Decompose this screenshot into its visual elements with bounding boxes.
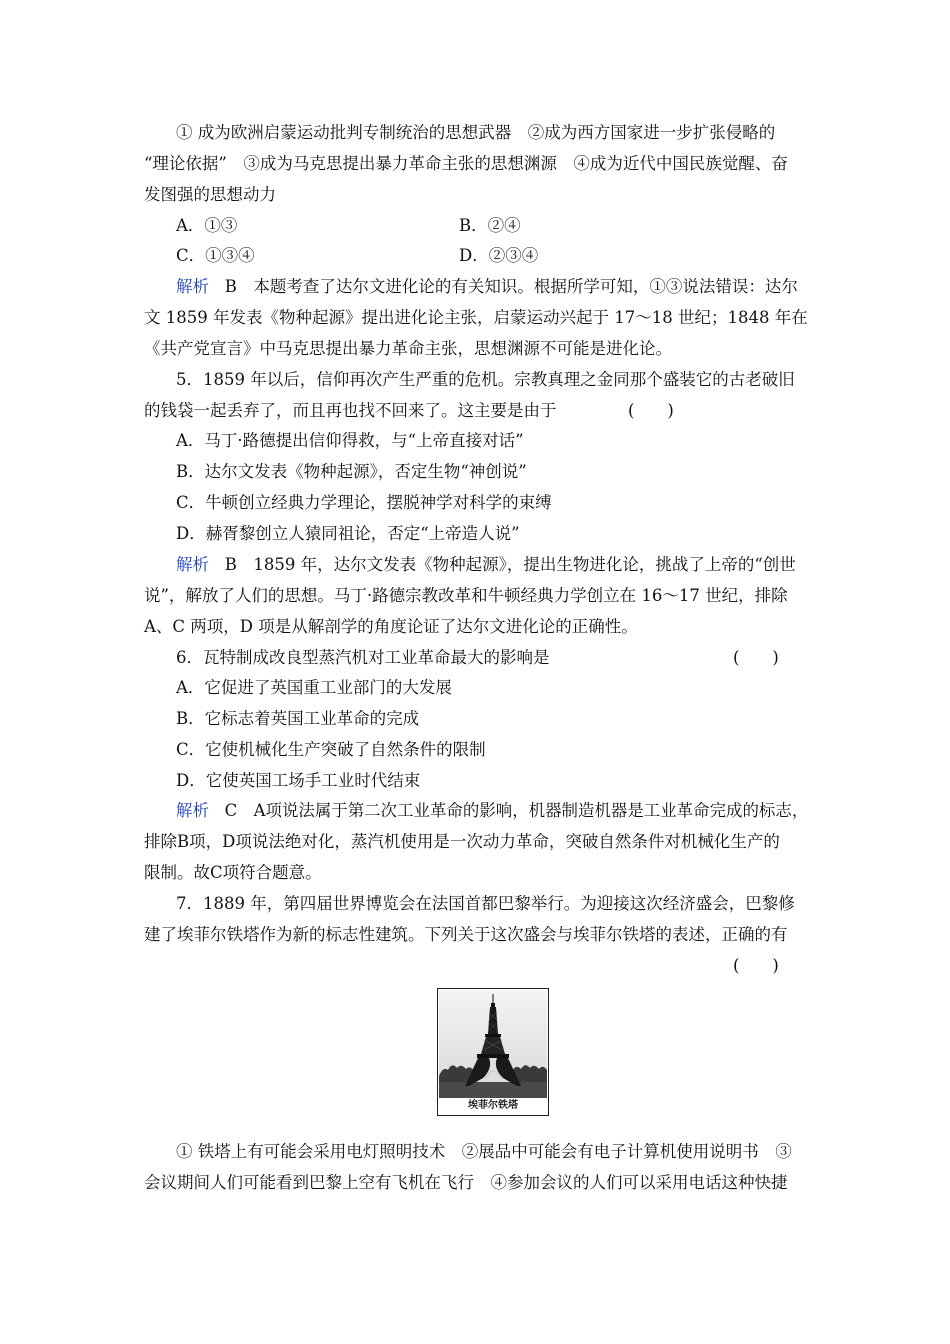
- q6-analysis-label: 解析: [176, 801, 209, 820]
- q6-option-c: C．它使机械化生产突破了自然条件的限制: [176, 740, 486, 759]
- q6-analysis-text-1: C A项说法属于第二次工业革命的影响，机器制造机器是工业革命完成的标志，: [224, 801, 809, 820]
- eiffel-tower-image: [439, 990, 547, 1098]
- q4-analysis-line-2: 文 1859 年发表《物种起源》提出进化论主张，启蒙运动兴起于 17～18 世纪；1848 年在: [144, 308, 808, 327]
- q6-stem: 6．瓦特制成改良型蒸汽机对工业革命最大的影响是: [176, 648, 550, 667]
- q4-stem-line-1: ① 成为欧洲启蒙运动批判专制统治的思想武器 ②成为西方国家进一步扩张侵略的: [176, 123, 776, 142]
- q5-stem-line-2: 的钱袋一起丢弃了，而且再也找不回来了。这主要是由于: [144, 401, 557, 420]
- figure-caption: 埃菲尔铁塔: [468, 1100, 518, 1111]
- q6-analysis-line-1: [176, 800, 808, 822]
- q5-option-b: B．达尔文发表《物种起源》，否定生物“神创说”: [176, 462, 527, 481]
- q5-analysis-text-1: B 1859 年，达尔文发表《物种起源》，提出生物进化论，挑战了上帝的“创世: [224, 555, 796, 574]
- q5-analysis-line-2: 说”，解放了人们的思想。马丁·路德宗教改革和牛顿经典力学创立在 16～17 世纪，排除: [144, 586, 788, 605]
- q6-option-b: B．它标志着英国工业革命的完成: [176, 709, 420, 728]
- q4-analysis-label: 解析: [176, 277, 209, 296]
- q4-option-a: A．①③: [176, 216, 238, 235]
- q6-analysis-line-3: 限制。故C项符合题意。: [144, 863, 322, 882]
- q4-analysis-line-3: 《共产党宣言》中马克思提出暴力革命主张，思想渊源不可能是进化论。: [144, 339, 672, 358]
- eiffel-tower-figure: [437, 988, 549, 1116]
- q6-analysis-line-2: 排除B项，D项说法绝对化，蒸汽机使用是一次动力革命，突破自然条件对机械化生产的: [144, 832, 780, 851]
- q6-answer-blank: ( ): [733, 648, 779, 667]
- q7-items-line-2: 会议期间人们可能看到巴黎上空有飞机在飞行 ④参加会议的人们可以采用电话这种快捷: [144, 1173, 788, 1192]
- q5-option-a: A．马丁·路德提出信仰得救，与“上帝直接对话”: [176, 431, 524, 450]
- q7-answer-blank: ( ): [733, 956, 779, 975]
- q4-analysis-text-1: B 本题考查了达尔文进化论的有关知识。根据所学可知，①③说法错误：达尔: [224, 277, 798, 296]
- q5-analysis-line-1: [176, 554, 796, 576]
- q4-option-d: D．②③④: [459, 246, 539, 265]
- q4-option-b: B．②④: [459, 216, 521, 235]
- q4-option-c: C．①③④: [176, 246, 255, 265]
- q5-option-d: D．赫胥黎创立人猿同祖论，否定“上帝造人说”: [176, 524, 520, 543]
- q4-stem-line-2: “理论依据” ③成为马克思提出暴力革命主张的思想渊源 ④成为近代中国民族觉醒、奋: [144, 154, 788, 173]
- q5-analysis-line-3: A、C 两项，D 项是从解剖学的角度论证了达尔文进化论的正确性。: [144, 617, 638, 636]
- q7-stem-line-2: 建了埃菲尔铁塔作为新的标志性建筑。下列关于这次盛会与埃菲尔铁塔的表述，正确的有: [144, 925, 788, 944]
- q5-stem-line-1: 5．1859 年以后，信仰再次产生严重的危机。宗教真理之金同那个盛装它的古老破旧: [176, 370, 795, 389]
- q5-option-c: C．牛顿创立经典力学理论，摆脱神学对科学的束缚: [176, 493, 552, 512]
- q5-analysis-label: 解析: [176, 555, 209, 574]
- q4-analysis-line-1: [176, 276, 798, 298]
- q6-option-a: A．它促进了英国重工业部门的大发展: [176, 678, 452, 697]
- q5-answer-blank: ( ): [628, 401, 674, 420]
- q4-stem-line-3: 发图强的思想动力: [144, 185, 276, 204]
- q7-items-line-1: ① 铁塔上有可能会采用电灯照明技术 ②展品中可能会有电子计算机使用说明书 ③: [176, 1142, 792, 1161]
- q6-option-d: D．它使英国工场手工业时代结束: [176, 771, 421, 790]
- q7-stem-line-1: 7．1889 年，第四届世界博览会在法国首都巴黎举行。为迎接这次经济盛会，巴黎修: [176, 894, 795, 913]
